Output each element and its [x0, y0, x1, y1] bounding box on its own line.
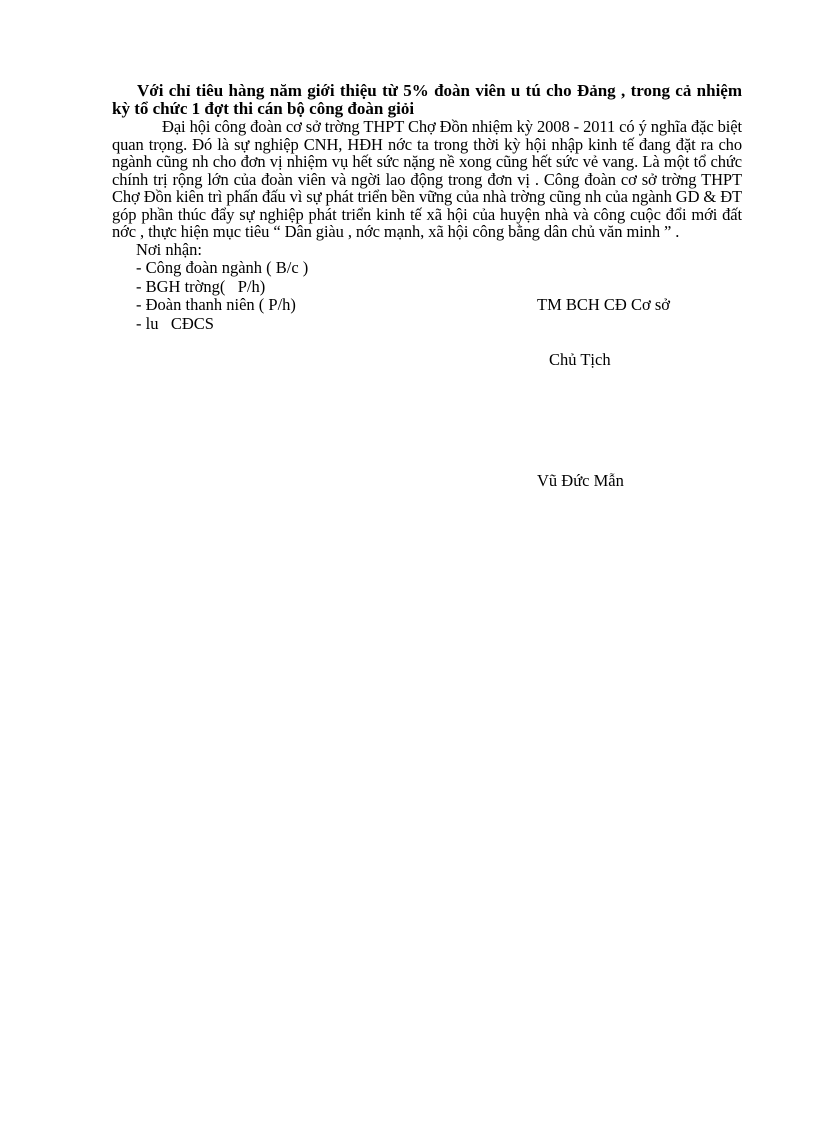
recipients-list: [136, 241, 308, 334]
document-page: [112, 81, 742, 490]
recipient-item: - BGH trờng( P/h): [136, 276, 266, 296]
signer-title: TM BCH CĐ Cơ sở: [537, 294, 670, 314]
body-paragraph: Đại hội công đoàn cơ sở trờng THPT Chợ Đồn nhiệm kỳ 2008 - 2011 có ý nghĩa đặc biệt quan trọng. Đó là sự nghiệp CNH, HĐH nớc ta trong thời kỳ hội nhập kinh tế đang đặt ra cho ngành cũng nh cho đơn vị nhiệm vụ hết sức nặng nề xong cũng hết sức vẻ vang. Là một tổ chức chính trị rộng lớn của đoàn viên và ngời lao động trong đơn vị . Công đoàn cơ sở trờng THPT Chợ Đồn kiên trì phấn đấu vì sự phát triển bền vững của nhà trờng cũng nh của ngành GD & ĐT góp phần thúc đẩy sự nghiệp phát triển kinh tế xã hội của huyện nhà và công cuộc đổi mới đất nớc , thực hiện mục tiêu “ Dân giàu , nớc mạnh, xã hội công bằng dân chủ văn minh ” .: [112, 117, 742, 241]
recipient-item: - Đoàn thanh niên ( P/h): [136, 295, 296, 314]
recipient-item: - Công đoàn ngành ( B/c ): [136, 258, 309, 277]
signer-position: Chủ Tịch: [549, 350, 611, 369]
signature-block: [112, 239, 742, 490]
signer: [537, 259, 670, 528]
highlight-paragraph: Với chỉ tiêu hàng năm giới thiệu từ 5% đoàn viên u tú cho Đảng , trong cả nhiệm kỳ tổ chức 1 đợt thi cán bộ công đoàn giỏi: [112, 81, 742, 118]
recipient-item: - lu CĐCS: [136, 313, 214, 333]
signer-name: Vũ Đức Mẫn: [537, 470, 624, 490]
recipients-heading: Nơi nhận:: [136, 239, 203, 259]
